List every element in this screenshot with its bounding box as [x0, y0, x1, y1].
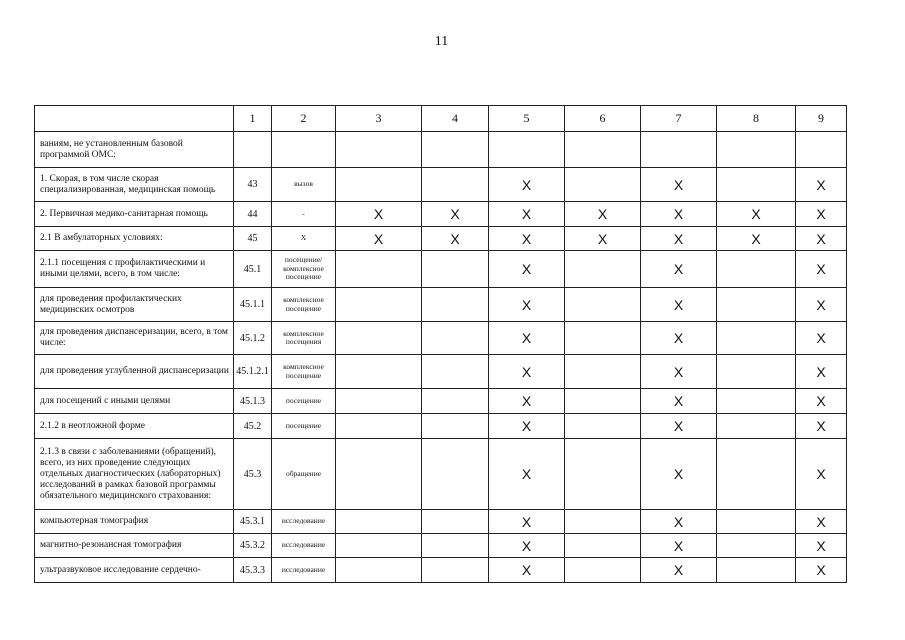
mark-cell-c8: X [717, 227, 796, 251]
mark-cell-c6 [565, 355, 641, 389]
row-unit: посещение [272, 389, 336, 414]
mark-cell-c6 [565, 389, 641, 414]
table-row [35, 510, 847, 534]
mark-cell-c3 [336, 132, 422, 168]
column-header-8: 8 [717, 106, 796, 132]
mark-cell-c5: X [489, 251, 565, 288]
row-description: 2.1.3 в связи с заболеваниями (обращений), всего, из них проведение следующих отдельных диагностических (лабораторных) исследований в рамках базовой программы обязательного медицинского страхования: [35, 439, 234, 510]
row-description: магнитно-резонансная томография [35, 534, 234, 558]
row-unit: исследование [272, 534, 336, 558]
table-row [35, 251, 847, 288]
mark-cell-c7: X [641, 414, 717, 439]
mark-cell-c8 [717, 132, 796, 168]
table-row [35, 439, 847, 510]
mark-cell-c8 [717, 534, 796, 558]
table-row [35, 132, 847, 168]
mark-cell-c3 [336, 389, 422, 414]
row-description: для проведения диспансеризации, всего, в том числе: [35, 322, 234, 355]
row-description: 2.1.2 в неотложной форме [35, 414, 234, 439]
table-row [35, 534, 847, 558]
mark-cell-c7: X [641, 389, 717, 414]
mark-cell-c5 [489, 132, 565, 168]
row-code: 45.2 [234, 414, 272, 439]
mark-cell-c7: X [641, 288, 717, 322]
mark-cell-c3 [336, 168, 422, 202]
mark-cell-c8 [717, 389, 796, 414]
column-header-3: 3 [336, 106, 422, 132]
mark-cell-c8: X [717, 202, 796, 227]
column-header-2: 2 [272, 106, 336, 132]
mark-cell-c6 [565, 288, 641, 322]
row-code: 45.3.3 [234, 558, 272, 583]
row-description: для посещений с иными целями [35, 389, 234, 414]
table-row [35, 355, 847, 389]
mark-cell-c7: X [641, 168, 717, 202]
mark-cell-c6 [565, 558, 641, 583]
mark-cell-c7: X [641, 322, 717, 355]
mark-cell-c8 [717, 251, 796, 288]
mark-cell-c6 [565, 439, 641, 510]
mark-cell-c3 [336, 355, 422, 389]
mark-cell-c4 [422, 168, 489, 202]
table-row [35, 288, 847, 322]
column-header-1: 1 [234, 106, 272, 132]
row-code: 45.3.2 [234, 534, 272, 558]
row-code: 45.3.1 [234, 510, 272, 534]
mark-cell-c9: X [796, 389, 847, 414]
mark-cell-c9: X [796, 202, 847, 227]
mark-cell-c5: X [489, 168, 565, 202]
mark-cell-c4 [422, 132, 489, 168]
mark-cell-c5: X [489, 439, 565, 510]
column-header-4: 4 [422, 106, 489, 132]
header-row [35, 106, 847, 132]
mark-cell-c9: X [796, 355, 847, 389]
mark-cell-c8 [717, 168, 796, 202]
page-number: 11 [434, 34, 449, 49]
mark-cell-c3 [336, 534, 422, 558]
mark-cell-c4 [422, 558, 489, 583]
row-code: 43 [234, 168, 272, 202]
mark-cell-c4 [422, 439, 489, 510]
table-row [35, 558, 847, 583]
mark-cell-c4 [422, 322, 489, 355]
mark-cell-c6 [565, 510, 641, 534]
mark-cell-c5: X [489, 202, 565, 227]
row-unit: комплексное посещение [272, 288, 336, 322]
row-unit: исследование [272, 510, 336, 534]
mark-cell-c9: X [796, 558, 847, 583]
mark-cell-c8 [717, 322, 796, 355]
table-row [35, 389, 847, 414]
column-header-6: 6 [565, 106, 641, 132]
row-code: 45.1 [234, 251, 272, 288]
row-description: ультразвуковое исследование сердечно- [35, 558, 234, 583]
table-row [35, 227, 847, 251]
table-row [35, 202, 847, 227]
row-description: ваниям, не установленным базовой программой ОМС: [35, 132, 234, 168]
mark-cell-c7: X [641, 251, 717, 288]
mark-cell-c7: X [641, 202, 717, 227]
mark-cell-c5: X [489, 389, 565, 414]
row-code: 45.1.2.1 [234, 355, 272, 389]
mark-cell-c8 [717, 288, 796, 322]
mark-cell-c3: X [336, 227, 422, 251]
mark-cell-c4 [422, 389, 489, 414]
table-row [35, 414, 847, 439]
mark-cell-c9: X [796, 534, 847, 558]
mark-cell-c6 [565, 322, 641, 355]
mark-cell-c9: X [796, 168, 847, 202]
mark-cell-c8 [717, 439, 796, 510]
mark-cell-c9: X [796, 288, 847, 322]
column-header-7: 7 [641, 106, 717, 132]
mark-cell-c9: X [796, 251, 847, 288]
mark-cell-c7 [641, 132, 717, 168]
mark-cell-c4 [422, 288, 489, 322]
mark-cell-c3 [336, 288, 422, 322]
table-row [35, 168, 847, 202]
mark-cell-c4: X [422, 202, 489, 227]
row-unit: посещение [272, 414, 336, 439]
data-table [34, 105, 847, 583]
row-description: 2. Первичная медико-санитарная помощь [35, 202, 234, 227]
mark-cell-c9: X [796, 439, 847, 510]
mark-cell-c5: X [489, 510, 565, 534]
mark-cell-c6 [565, 251, 641, 288]
mark-cell-c3 [336, 510, 422, 534]
row-unit: - [272, 202, 336, 227]
row-unit: обращение [272, 439, 336, 510]
mark-cell-c4 [422, 510, 489, 534]
row-description: 2.1.1 посещения с профилактическими и иными целями, всего, в том числе: [35, 251, 234, 288]
mark-cell-c5: X [489, 227, 565, 251]
mark-cell-c8 [717, 558, 796, 583]
row-code: 45.1.1 [234, 288, 272, 322]
mark-cell-c7: X [641, 227, 717, 251]
mark-cell-c9: X [796, 414, 847, 439]
mark-cell-c6 [565, 168, 641, 202]
mark-cell-c7: X [641, 534, 717, 558]
row-unit: посещение/ комплексное посещение [272, 251, 336, 288]
mark-cell-c7: X [641, 439, 717, 510]
mark-cell-c3: X [336, 202, 422, 227]
mark-cell-c4 [422, 414, 489, 439]
mark-cell-c7: X [641, 510, 717, 534]
table-row [35, 322, 847, 355]
row-code: 45.1.2 [234, 322, 272, 355]
mark-cell-c5: X [489, 355, 565, 389]
mark-cell-c6: X [565, 227, 641, 251]
mark-cell-c9: X [796, 227, 847, 251]
row-description: для проведения профилактических медицинских осмотров [35, 288, 234, 322]
row-description: 2.1 В амбулаторных условиях: [35, 227, 234, 251]
row-unit: вызов [272, 168, 336, 202]
mark-cell-c4: X [422, 227, 489, 251]
row-code: 45.3 [234, 439, 272, 510]
row-description: 1. Скорая, в том числе скорая специализированная, медицинская помощь [35, 168, 234, 202]
row-unit: комплексное посещение [272, 355, 336, 389]
row-description: компьютерная томография [35, 510, 234, 534]
row-code [234, 132, 272, 168]
mark-cell-c6 [565, 414, 641, 439]
row-unit: исследование [272, 558, 336, 583]
mark-cell-c3 [336, 414, 422, 439]
column-header-9: 9 [796, 106, 847, 132]
mark-cell-c6: X [565, 202, 641, 227]
column-header-0 [35, 106, 234, 132]
mark-cell-c5: X [489, 558, 565, 583]
mark-cell-c4 [422, 251, 489, 288]
mark-cell-c9 [796, 132, 847, 168]
mark-cell-c3 [336, 322, 422, 355]
mark-cell-c5: X [489, 414, 565, 439]
mark-cell-c4 [422, 534, 489, 558]
mark-cell-c8 [717, 510, 796, 534]
mark-cell-c6 [565, 132, 641, 168]
mark-cell-c5: X [489, 288, 565, 322]
row-code: 45 [234, 227, 272, 251]
mark-cell-c9: X [796, 322, 847, 355]
row-unit [272, 132, 336, 168]
mark-cell-c4 [422, 355, 489, 389]
mark-cell-c6 [565, 534, 641, 558]
row-unit: комплексное посещения [272, 322, 336, 355]
mark-cell-c3 [336, 251, 422, 288]
row-code: 45.1.3 [234, 389, 272, 414]
column-header-5: 5 [489, 106, 565, 132]
mark-cell-c7: X [641, 355, 717, 389]
mark-cell-c9: X [796, 510, 847, 534]
mark-cell-c5: X [489, 534, 565, 558]
row-unit: X [272, 227, 336, 251]
mark-cell-c8 [717, 355, 796, 389]
mark-cell-c3 [336, 439, 422, 510]
mark-cell-c8 [717, 414, 796, 439]
mark-cell-c7: X [641, 558, 717, 583]
row-code: 44 [234, 202, 272, 227]
row-description: для проведения углубленной диспансеризации [35, 355, 234, 389]
mark-cell-c3 [336, 558, 422, 583]
mark-cell-c5: X [489, 322, 565, 355]
